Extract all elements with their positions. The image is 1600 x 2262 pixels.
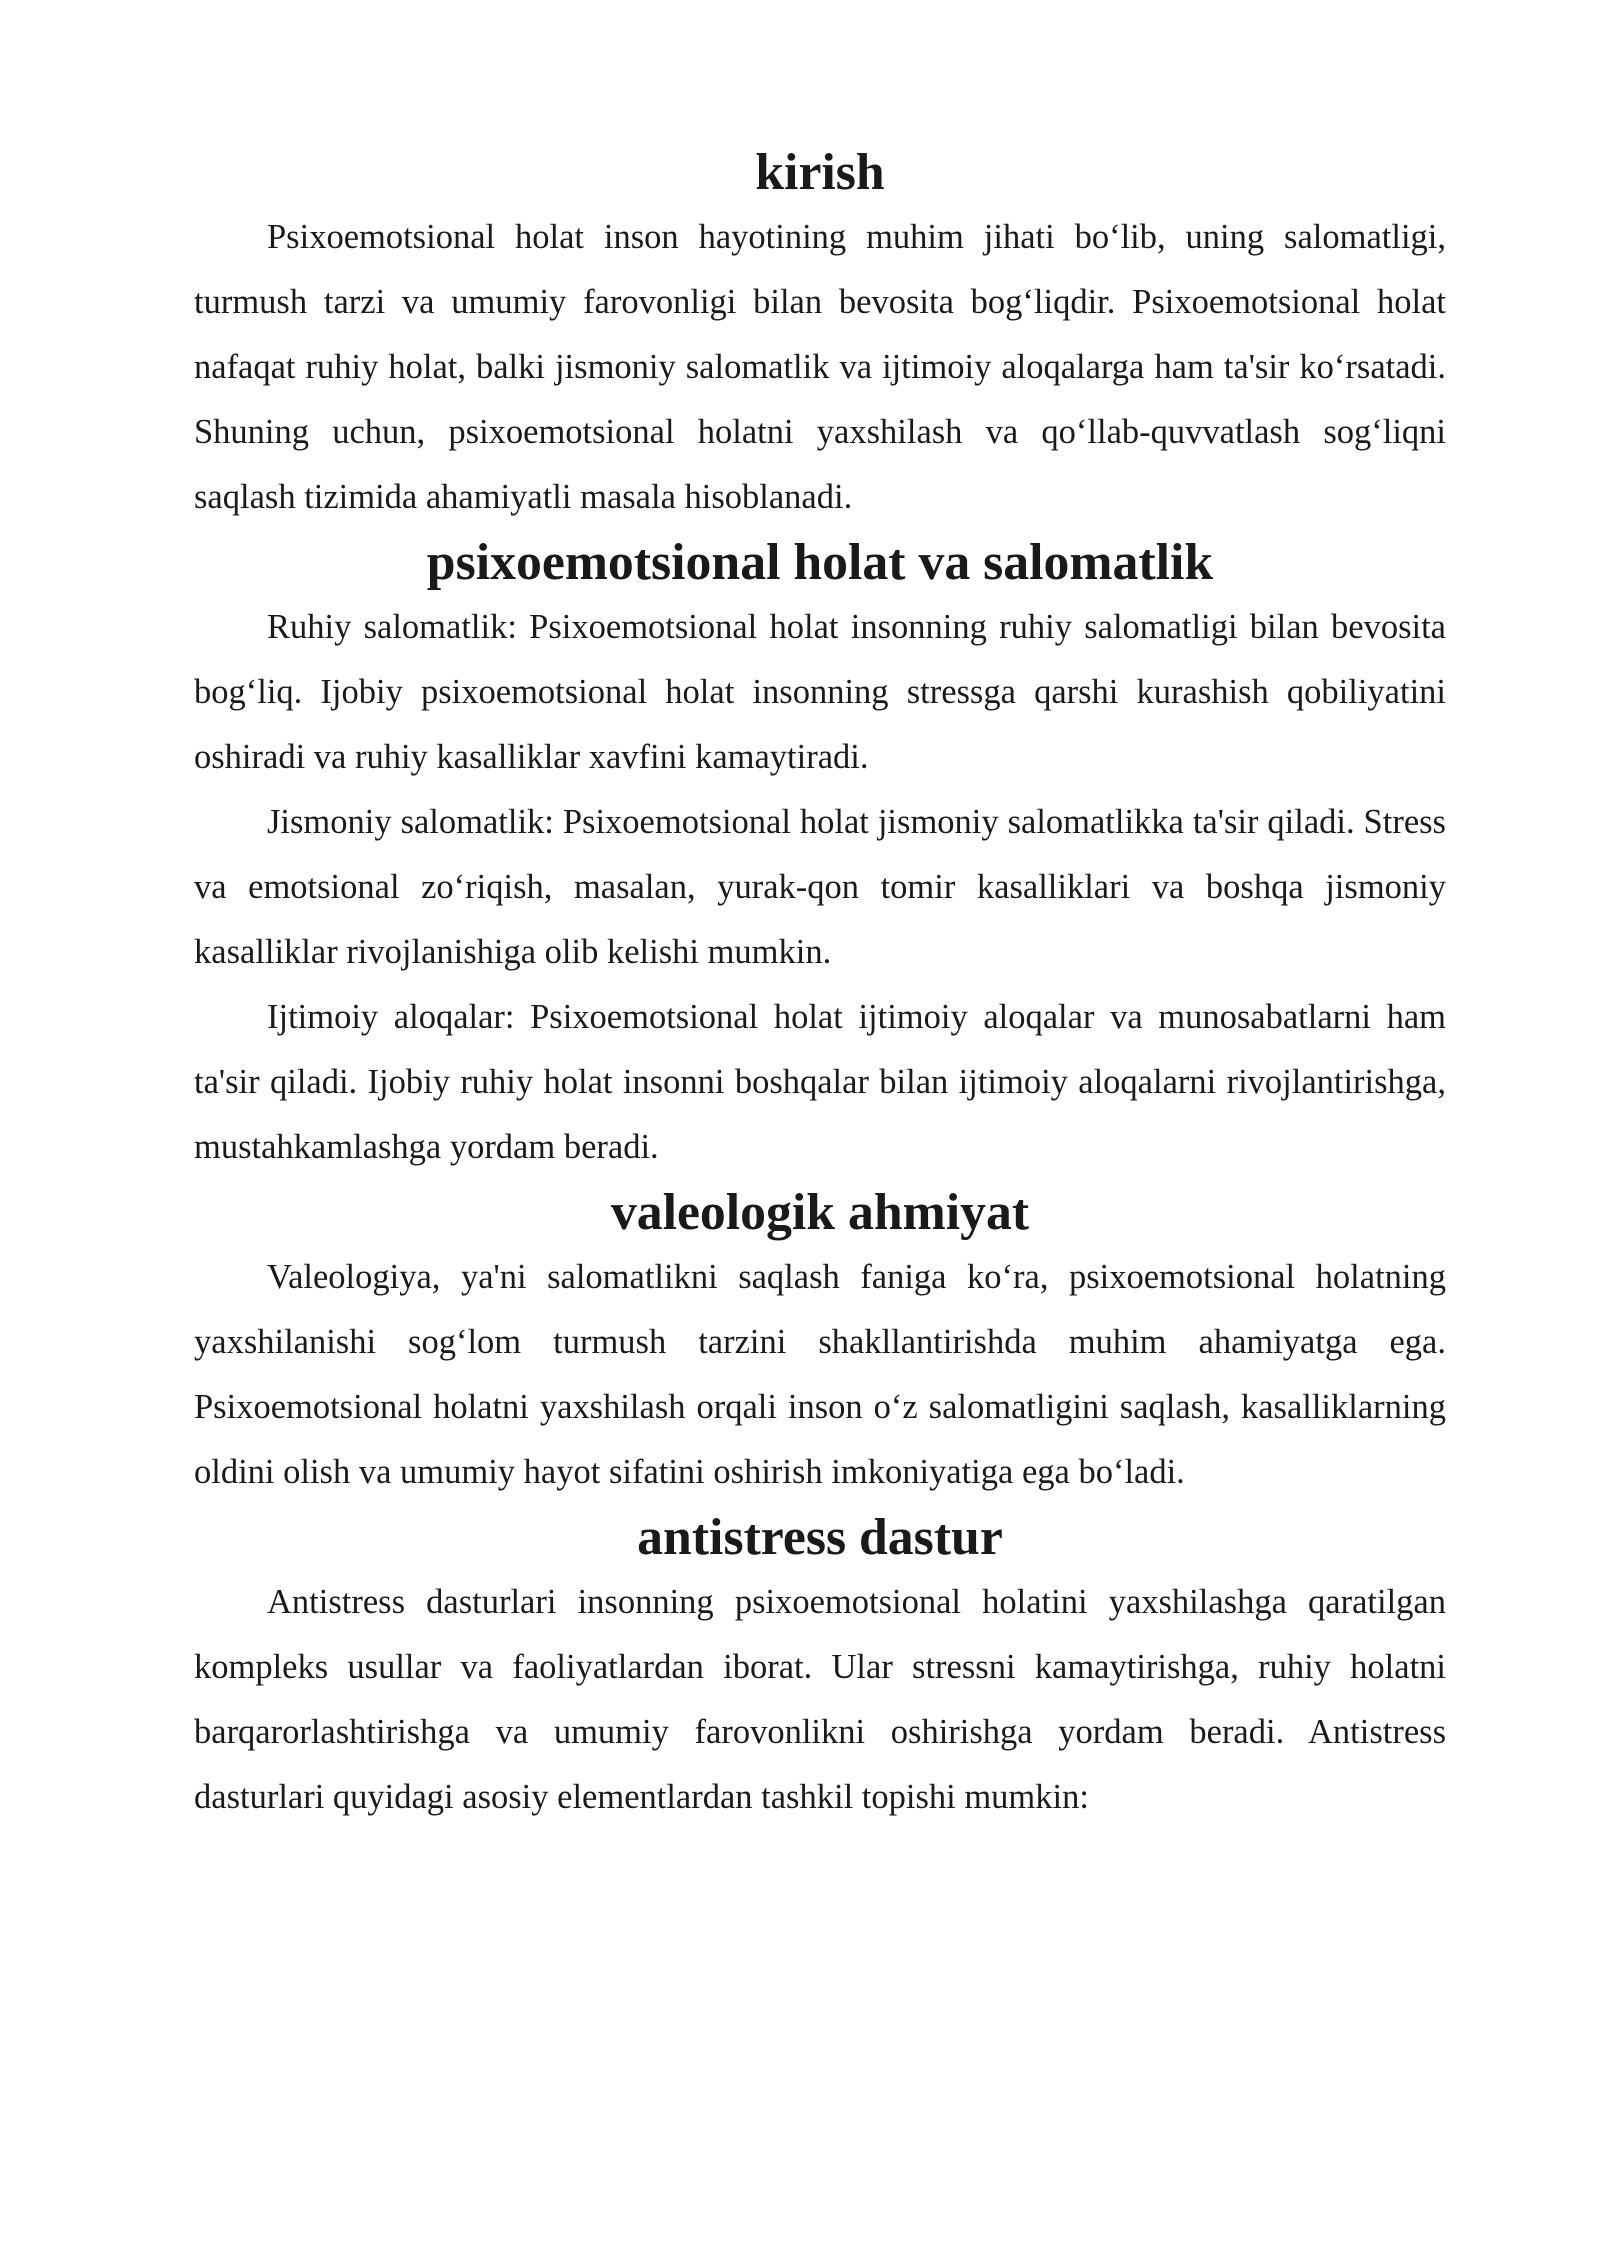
paragraph: Psixoemotsional holat inson hayotining muhim jihati bo‘lib, uning salomatligi, turmush tarzi va umumiy farovonligi bilan bevosita bog‘liqdir. Psixoemotsional holat nafaqat ruhiy holat, balki jismoniy salomatlik va ijtimoiy aloqalarga ham ta'sir ko‘rsatadi. Shuning uchun, psixoemotsional holatni yaxshilash va qo‘llab-quvvatlash sog‘liqni saqlash tizimida ahamiyatli masala hisoblanadi.: [194, 218, 1446, 516]
paragraph: Jismoniy salomatlik: Psixoemotsional holat jismoniy salomatlikka ta'sir qiladi. Stress va emotsional zo‘riqish, masalan, yurak-qon tomir kasalliklari va boshqa jismoniy kasalliklar rivojlanishiga olib kelishi mumkin.: [194, 803, 1446, 971]
section-heading-psixoemotsional-holat: psixoemotsional holat va salomatlik: [426, 534, 1214, 591]
paragraph: Valeologiya, ya'ni salomatlikni saqlash faniga ko‘ra, psixoemotsional holatning yaxshilanishi sog‘lom turmush tarzini shakllantirishda muhim ahamiyatga ega. Psixoemotsional holatni yaxshilash orqali inson o‘z salomatligini saqlash, kasalliklarning oldini olish va umumiy hayot sifatini oshirish imkoniyatiga ega bo‘ladi.: [194, 1258, 1446, 1491]
paragraph: Ijtimoiy aloqalar: Psixoemotsional holat ijtimoiy aloqalar va munosabatlarni ham ta'sir qiladi. Ijobiy ruhiy holat insonni boshqalar bilan ijtimoiy aloqalarni rivojlantirishga, mustahkamlashga yordam beradi.: [194, 998, 1446, 1166]
section-heading-kirish: kirish: [755, 144, 885, 201]
document-page: [194, 140, 1446, 1830]
paragraph: Antistress dasturlari insonning psixoemotsional holatini yaxshilashga qaratilgan kompleks usullar va faoliyatlardan iborat. Ular stressni kamaytirishga, ruhiy holatni barqarorlashtirishga va umumiy farovonlikni oshirishga yordam beradi. Antistress dasturlari quyidagi asosiy elementlardan tashkil topishi mumkin:: [194, 1583, 1446, 1816]
section-heading-antistress-dastur: antistress dastur: [637, 1509, 1003, 1566]
section-heading-valeologik-ahmiyat: valeologik ahmiyat: [610, 1184, 1030, 1241]
paragraph: Ruhiy salomatlik: Psixoemotsional holat insonning ruhiy salomatligi bilan bevosita bog‘liq. Ijobiy psixoemotsional holat insonning stressga qarshi kurashish qobiliyatini oshiradi va ruhiy kasalliklar xavfini kamaytiradi.: [194, 608, 1446, 776]
